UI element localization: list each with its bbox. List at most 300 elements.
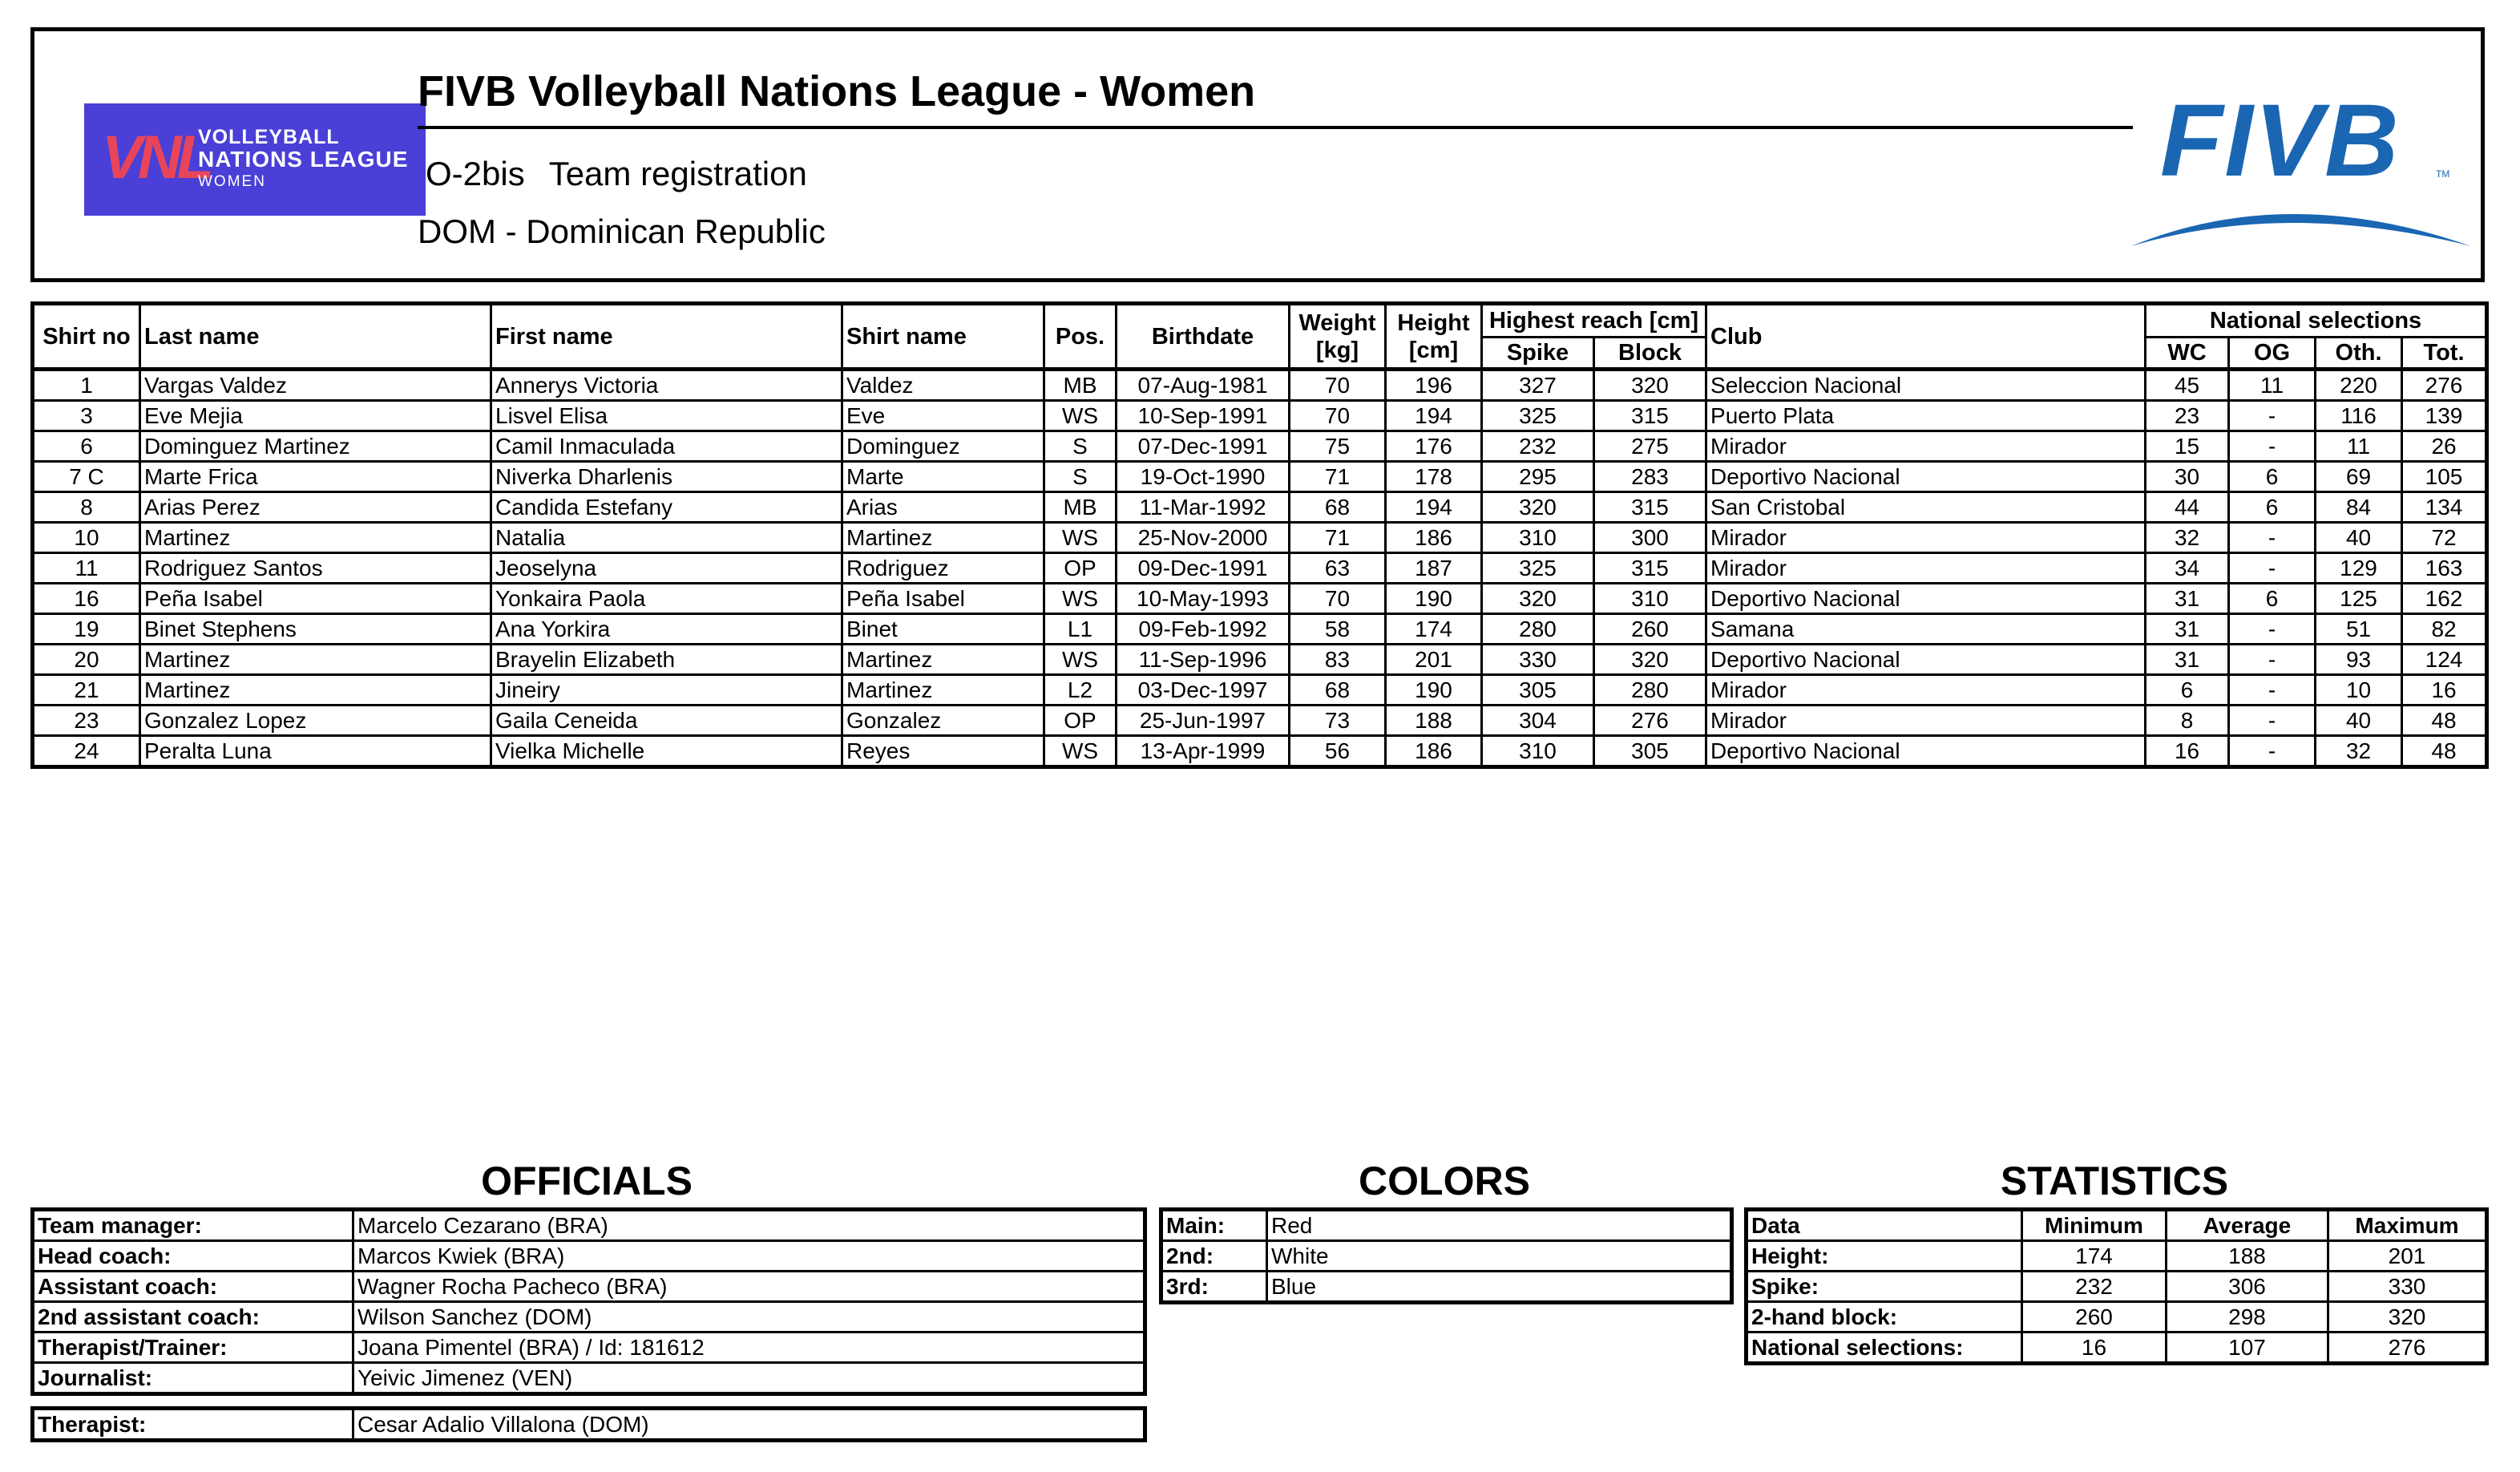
fivb-logo-tm: TM (2436, 168, 2450, 180)
vnl-logo-text (198, 126, 408, 193)
color-value: Red (1267, 1210, 1732, 1241)
cell-block: 276 (1594, 706, 1706, 736)
cell-spike: 325 (1482, 553, 1594, 584)
cell-spike: 232 (1482, 431, 1594, 462)
cell-club: Deportivo Nacional (1706, 645, 2146, 675)
cell-first-name: Jeoselyna (491, 553, 842, 584)
cell-birthdate: 25-Jun-1997 (1117, 706, 1290, 736)
cell-oth: 220 (2316, 370, 2402, 401)
cell-position: WS (1044, 523, 1117, 553)
vnl-logo-line1: VOLLEYBALL (198, 126, 340, 148)
officials-table (30, 1207, 1147, 1396)
header-last-name: Last name (140, 304, 491, 370)
header-tot: Tot. (2402, 338, 2487, 370)
colors-title: COLORS (1359, 1159, 1530, 1203)
cell-block: 260 (1594, 614, 1706, 645)
table-row (33, 1363, 1145, 1394)
cell-shirt-name: Martinez (842, 645, 1044, 675)
header-oth: Oth. (2316, 338, 2402, 370)
cell-club: Samana (1706, 614, 2146, 645)
table-row (33, 645, 2487, 675)
cell-club: Deportivo Nacional (1706, 462, 2146, 492)
cell-weight: 73 (1290, 706, 1386, 736)
header-spike: Spike (1482, 338, 1594, 370)
table-row (33, 1241, 1145, 1272)
stat-value: 330 (2328, 1272, 2487, 1302)
vnl-logo (84, 103, 426, 216)
cell-oth: 125 (2316, 584, 2402, 614)
cell-last-name: Martinez (140, 523, 491, 553)
cell-tot: 276 (2402, 370, 2487, 401)
cell-oth: 32 (2316, 736, 2402, 767)
official-name: Yeivic Jimenez (VEN) (353, 1363, 1145, 1394)
cell-wc: 34 (2146, 553, 2229, 584)
header-height: Height [cm] (1386, 304, 1482, 370)
color-label: 3rd: (1161, 1272, 1267, 1303)
cell-weight: 63 (1290, 553, 1386, 584)
cell-spike: 280 (1482, 614, 1594, 645)
table-row (33, 523, 2487, 553)
table-row (1161, 1210, 1732, 1241)
cell-tot: 72 (2402, 523, 2487, 553)
therapist-table (30, 1406, 1147, 1442)
stat-label: Spike: (1747, 1272, 2022, 1302)
cell-oth: 40 (2316, 706, 2402, 736)
stats-header-3: Maximum (2328, 1210, 2487, 1241)
stats-header-1: Minimum (2022, 1210, 2167, 1241)
cell-wc: 45 (2146, 370, 2229, 401)
cell-oth: 93 (2316, 645, 2402, 675)
cell-height: 194 (1386, 401, 1482, 431)
cell-shirt-name: Peña Isabel (842, 584, 1044, 614)
stat-label: 2-hand block: (1747, 1302, 2022, 1332)
cell-wc: 31 (2146, 645, 2229, 675)
cell-shirt-no: 3 (33, 401, 140, 431)
officials-title: OFFICIALS (481, 1159, 693, 1203)
cell-last-name: Vargas Valdez (140, 370, 491, 401)
cell-og: - (2229, 523, 2316, 553)
table-row (1161, 1241, 1732, 1272)
color-label: Main: (1161, 1210, 1267, 1241)
header-shirt-no: Shirt no (33, 304, 140, 370)
table-row (33, 462, 2487, 492)
cell-weight: 83 (1290, 645, 1386, 675)
cell-block: 315 (1594, 492, 1706, 523)
cell-og: - (2229, 431, 2316, 462)
cell-tot: 48 (2402, 736, 2487, 767)
players-table-body (33, 370, 2487, 767)
cell-position: WS (1044, 736, 1117, 767)
official-role: Assistant coach: (33, 1272, 353, 1302)
stat-value: 201 (2328, 1241, 2487, 1272)
cell-last-name: Martinez (140, 645, 491, 675)
cell-weight: 71 (1290, 523, 1386, 553)
cell-weight: 58 (1290, 614, 1386, 645)
cell-tot: 162 (2402, 584, 2487, 614)
cell-club: Mirador (1706, 523, 2146, 553)
cell-shirt-no: 20 (33, 645, 140, 675)
table-row (33, 706, 2487, 736)
cell-weight: 68 (1290, 492, 1386, 523)
therapist-value: Cesar Adalio Villalona (DOM) (353, 1409, 1145, 1441)
table-header-row (1747, 1210, 2487, 1241)
cell-weight: 70 (1290, 370, 1386, 401)
cell-club: Seleccion Nacional (1706, 370, 2146, 401)
cell-tot: 163 (2402, 553, 2487, 584)
cell-wc: 44 (2146, 492, 2229, 523)
header-club: Club (1706, 304, 2146, 370)
form-line (426, 155, 807, 193)
cell-first-name: Gaila Ceneida (491, 706, 842, 736)
cell-shirt-name: Dominguez (842, 431, 1044, 462)
cell-first-name: Annerys Victoria (491, 370, 842, 401)
cell-tot: 139 (2402, 401, 2487, 431)
cell-wc: 15 (2146, 431, 2229, 462)
stat-value: 298 (2167, 1302, 2328, 1332)
stat-value: 174 (2022, 1241, 2167, 1272)
cell-wc: 30 (2146, 462, 2229, 492)
cell-shirt-name: Reyes (842, 736, 1044, 767)
cell-oth: 40 (2316, 523, 2402, 553)
cell-first-name: Brayelin Elizabeth (491, 645, 842, 675)
cell-position: MB (1044, 492, 1117, 523)
cell-og: 6 (2229, 462, 2316, 492)
header-og: OG (2229, 338, 2316, 370)
official-role: Journalist: (33, 1363, 353, 1394)
cell-position: OP (1044, 706, 1117, 736)
table-row (33, 370, 2487, 401)
cell-weight: 56 (1290, 736, 1386, 767)
cell-birthdate: 09-Dec-1991 (1117, 553, 1290, 584)
official-name: Wagner Rocha Pacheco (BRA) (353, 1272, 1145, 1302)
cell-first-name: Lisvel Elisa (491, 401, 842, 431)
header-block: Block (1594, 338, 1706, 370)
cell-oth: 69 (2316, 462, 2402, 492)
cell-position: L1 (1044, 614, 1117, 645)
official-role: 2nd assistant coach: (33, 1302, 353, 1332)
cell-birthdate: 11-Mar-1992 (1117, 492, 1290, 523)
header-shirt-name: Shirt name (842, 304, 1044, 370)
cell-shirt-no: 7 C (33, 462, 140, 492)
stat-value: 232 (2022, 1272, 2167, 1302)
header-wc: WC (2146, 338, 2229, 370)
cell-shirt-no: 23 (33, 706, 140, 736)
table-row (1747, 1332, 2487, 1364)
cell-birthdate: 09-Feb-1992 (1117, 614, 1290, 645)
stat-value: 320 (2328, 1302, 2487, 1332)
table-row (33, 401, 2487, 431)
table-row (1747, 1302, 2487, 1332)
cell-first-name: Yonkaira Paola (491, 584, 842, 614)
color-value: White (1267, 1241, 1732, 1272)
table-row (33, 431, 2487, 462)
cell-position: S (1044, 462, 1117, 492)
vnl-logo-mark: VNL (102, 123, 209, 192)
cell-club: Puerto Plata (1706, 401, 2146, 431)
cell-height: 178 (1386, 462, 1482, 492)
cell-position: WS (1044, 645, 1117, 675)
cell-oth: 51 (2316, 614, 2402, 645)
header-first-name: First name (491, 304, 842, 370)
cell-weight: 68 (1290, 675, 1386, 706)
cell-shirt-name: Valdez (842, 370, 1044, 401)
cell-height: 176 (1386, 431, 1482, 462)
cell-birthdate: 07-Dec-1991 (1117, 431, 1290, 462)
cell-last-name: Gonzalez Lopez (140, 706, 491, 736)
cell-oth: 84 (2316, 492, 2402, 523)
cell-spike: 320 (1482, 584, 1594, 614)
stats-header-2: Average (2167, 1210, 2328, 1241)
statistics-title: STATISTICS (2000, 1159, 2229, 1203)
fivb-logo-text: FIVB (2160, 87, 2401, 198)
cell-first-name: Niverka Dharlenis (491, 462, 842, 492)
document-header (30, 27, 2485, 282)
cell-tot: 48 (2402, 706, 2487, 736)
cell-birthdate: 11-Sep-1996 (1117, 645, 1290, 675)
cell-weight: 75 (1290, 431, 1386, 462)
cell-height: 201 (1386, 645, 1482, 675)
cell-last-name: Martinez (140, 675, 491, 706)
cell-first-name: Vielka Michelle (491, 736, 842, 767)
cell-shirt-no: 16 (33, 584, 140, 614)
cell-tot: 124 (2402, 645, 2487, 675)
cell-first-name: Camil Inmaculada (491, 431, 842, 462)
cell-height: 190 (1386, 584, 1482, 614)
cell-wc: 6 (2146, 675, 2229, 706)
cell-shirt-name: Martinez (842, 523, 1044, 553)
cell-shirt-no: 11 (33, 553, 140, 584)
cell-wc: 8 (2146, 706, 2229, 736)
cell-birthdate: 03-Dec-1997 (1117, 675, 1290, 706)
official-name: Wilson Sanchez (DOM) (353, 1302, 1145, 1332)
cell-birthdate: 10-May-1993 (1117, 584, 1290, 614)
stats-header-0: Data (1747, 1210, 2022, 1241)
cell-og: - (2229, 614, 2316, 645)
cell-og: - (2229, 401, 2316, 431)
cell-tot: 82 (2402, 614, 2487, 645)
cell-og: 11 (2229, 370, 2316, 401)
cell-spike: 304 (1482, 706, 1594, 736)
cell-tot: 105 (2402, 462, 2487, 492)
cell-shirt-name: Marte (842, 462, 1044, 492)
cell-shirt-name: Gonzalez (842, 706, 1044, 736)
players-table (30, 301, 2489, 769)
cell-weight: 71 (1290, 462, 1386, 492)
cell-position: OP (1044, 553, 1117, 584)
cell-shirt-name: Eve (842, 401, 1044, 431)
cell-block: 280 (1594, 675, 1706, 706)
officials-table-body (33, 1210, 1145, 1394)
cell-spike: 310 (1482, 523, 1594, 553)
stat-label: National selections: (1747, 1332, 2022, 1364)
official-name: Marcelo Cezarano (BRA) (353, 1210, 1145, 1241)
cell-spike: 310 (1482, 736, 1594, 767)
page-title: FIVB Volleyball Nations League - Women (418, 67, 1256, 115)
cell-spike: 295 (1482, 462, 1594, 492)
cell-height: 187 (1386, 553, 1482, 584)
fivb-logo-swoosh (2131, 214, 2471, 246)
table-row (1747, 1272, 2487, 1302)
cell-og: - (2229, 736, 2316, 767)
table-row (33, 1302, 1145, 1332)
colors-table (1159, 1207, 1734, 1304)
cell-oth: 11 (2316, 431, 2402, 462)
cell-first-name: Natalia (491, 523, 842, 553)
cell-oth: 10 (2316, 675, 2402, 706)
table-row (33, 675, 2487, 706)
colors-table-body (1161, 1210, 1732, 1303)
vnl-logo-line2: NATIONS LEAGUE (198, 147, 409, 172)
cell-wc: 31 (2146, 584, 2229, 614)
cell-birthdate: 13-Apr-1999 (1117, 736, 1290, 767)
cell-block: 315 (1594, 401, 1706, 431)
stat-value: 276 (2328, 1332, 2487, 1364)
cell-height: 174 (1386, 614, 1482, 645)
cell-tot: 16 (2402, 675, 2487, 706)
cell-shirt-no: 19 (33, 614, 140, 645)
official-role: Therapist/Trainer: (33, 1332, 353, 1363)
cell-oth: 129 (2316, 553, 2402, 584)
cell-og: - (2229, 553, 2316, 584)
table-row (33, 1332, 1145, 1363)
cell-wc: 31 (2146, 614, 2229, 645)
stat-value: 107 (2167, 1332, 2328, 1364)
table-row (33, 1409, 1145, 1441)
cell-birthdate: 19-Oct-1990 (1117, 462, 1290, 492)
cell-last-name: Eve Mejia (140, 401, 491, 431)
cell-oth: 116 (2316, 401, 2402, 431)
header-position: Pos. (1044, 304, 1117, 370)
cell-first-name: Ana Yorkira (491, 614, 842, 645)
header-highest-reach: Highest reach [cm] (1482, 304, 1706, 338)
cell-club: Mirador (1706, 553, 2146, 584)
cell-first-name: Candida Estefany (491, 492, 842, 523)
cell-club: Mirador (1706, 675, 2146, 706)
cell-spike: 327 (1482, 370, 1594, 401)
form-name: Team registration (548, 155, 807, 192)
table-row (33, 1210, 1145, 1241)
title-divider (418, 126, 2133, 129)
stat-value: 260 (2022, 1302, 2167, 1332)
cell-shirt-no: 8 (33, 492, 140, 523)
therapist-label: Therapist: (33, 1409, 353, 1441)
cell-wc: 23 (2146, 401, 2229, 431)
header-national-selections: National selections (2146, 304, 2487, 338)
cell-block: 310 (1594, 584, 1706, 614)
cell-block: 315 (1594, 553, 1706, 584)
cell-shirt-no: 24 (33, 736, 140, 767)
cell-last-name: Arias Perez (140, 492, 491, 523)
cell-club: Deportivo Nacional (1706, 736, 2146, 767)
cell-shirt-no: 21 (33, 675, 140, 706)
cell-og: 6 (2229, 584, 2316, 614)
cell-birthdate: 07-Aug-1981 (1117, 370, 1290, 401)
cell-block: 305 (1594, 736, 1706, 767)
cell-position: S (1044, 431, 1117, 462)
color-label: 2nd: (1161, 1241, 1267, 1272)
cell-weight: 70 (1290, 401, 1386, 431)
cell-block: 320 (1594, 645, 1706, 675)
cell-og: - (2229, 645, 2316, 675)
table-row (33, 736, 2487, 767)
cell-club: Mirador (1706, 706, 2146, 736)
table-row (1747, 1241, 2487, 1272)
official-name: Joana Pimentel (BRA) / Id: 181612 (353, 1332, 1145, 1363)
cell-weight: 70 (1290, 584, 1386, 614)
official-role: Team manager: (33, 1210, 353, 1241)
form-code: O-2bis (426, 155, 525, 192)
table-row (33, 584, 2487, 614)
cell-club: Mirador (1706, 431, 2146, 462)
header-weight: Weight [kg] (1290, 304, 1386, 370)
vnl-logo-line3: WOMEN (198, 173, 266, 190)
cell-last-name: Peralta Luna (140, 736, 491, 767)
cell-block: 283 (1594, 462, 1706, 492)
cell-height: 188 (1386, 706, 1482, 736)
cell-wc: 32 (2146, 523, 2229, 553)
table-row (33, 553, 2487, 584)
cell-first-name: Jineiry (491, 675, 842, 706)
table-row (33, 1272, 1145, 1302)
cell-last-name: Peña Isabel (140, 584, 491, 614)
cell-last-name: Dominguez Martinez (140, 431, 491, 462)
cell-block: 275 (1594, 431, 1706, 462)
table-row (33, 492, 2487, 523)
statistics-table-body (1747, 1210, 2487, 1364)
color-value: Blue (1267, 1272, 1732, 1303)
cell-wc: 16 (2146, 736, 2229, 767)
cell-shirt-no: 6 (33, 431, 140, 462)
cell-position: MB (1044, 370, 1117, 401)
cell-position: WS (1044, 584, 1117, 614)
cell-height: 186 (1386, 523, 1482, 553)
cell-position: WS (1044, 401, 1117, 431)
official-role: Head coach: (33, 1241, 353, 1272)
cell-height: 190 (1386, 675, 1482, 706)
table-row (33, 614, 2487, 645)
cell-spike: 305 (1482, 675, 1594, 706)
cell-block: 300 (1594, 523, 1706, 553)
stat-value: 188 (2167, 1241, 2328, 1272)
table-row (1161, 1272, 1732, 1303)
cell-height: 196 (1386, 370, 1482, 401)
cell-spike: 325 (1482, 401, 1594, 431)
cell-last-name: Marte Frica (140, 462, 491, 492)
cell-shirt-name: Martinez (842, 675, 1044, 706)
fivb-logo (2126, 87, 2479, 256)
cell-tot: 26 (2402, 431, 2487, 462)
stat-value: 16 (2022, 1332, 2167, 1364)
official-name: Marcos Kwiek (BRA) (353, 1241, 1145, 1272)
cell-tot: 134 (2402, 492, 2487, 523)
cell-last-name: Binet Stephens (140, 614, 491, 645)
cell-birthdate: 10-Sep-1991 (1117, 401, 1290, 431)
cell-club: Deportivo Nacional (1706, 584, 2146, 614)
cell-spike: 330 (1482, 645, 1594, 675)
cell-position: L2 (1044, 675, 1117, 706)
cell-block: 320 (1594, 370, 1706, 401)
cell-shirt-name: Binet (842, 614, 1044, 645)
cell-og: - (2229, 706, 2316, 736)
header-birthdate: Birthdate (1117, 304, 1290, 370)
team-name: DOM - Dominican Republic (418, 212, 826, 250)
stat-label: Height: (1747, 1241, 2022, 1272)
cell-og: 6 (2229, 492, 2316, 523)
cell-og: - (2229, 675, 2316, 706)
cell-shirt-name: Arias (842, 492, 1044, 523)
cell-shirt-no: 10 (33, 523, 140, 553)
cell-club: San Cristobal (1706, 492, 2146, 523)
